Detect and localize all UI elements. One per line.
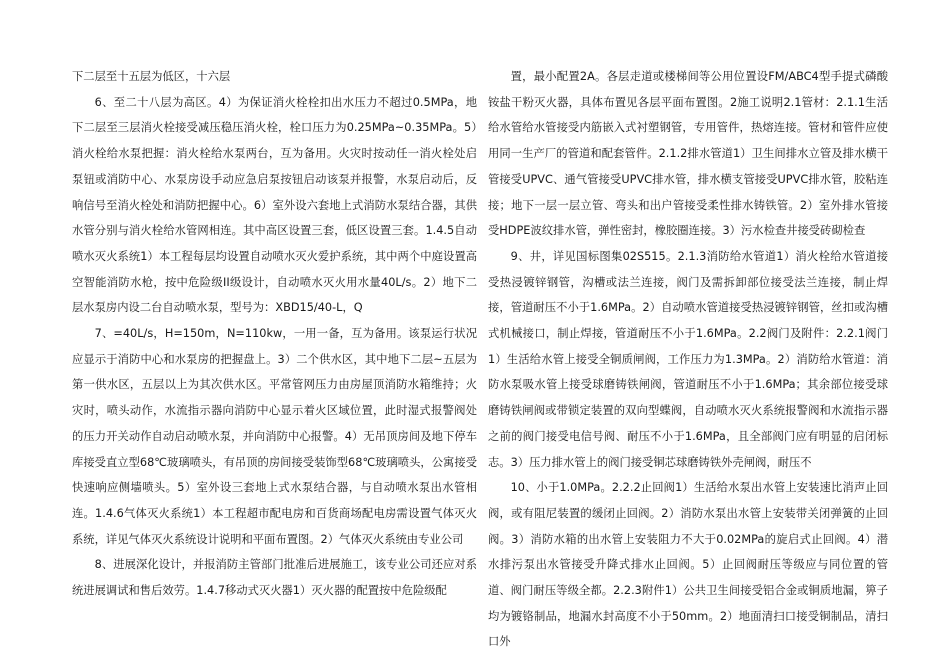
paragraph: 置，最小配置2A。各层走道或楼梯间等公用位置设FM/ABC4型手提式磷酸铵盐干粉灭火器，具体布置见各层平面布置图。2施工说明2.1管材：2.1.1生活给水管给水管接受内筋嵌入式衬塑钢管，专用管件，热熔连接。管材和管件应使用同一生产厂的管道和配套管件。2.1.2排水管道1）卫生间排水立管及排水横干管接受UPVC、通气管接受UPVC排水管，排水横支管接受UPVC排水管，胶粘连接；地下一层一层立管、弯头和出户管接受柔性排水铸铁管。2）室外排水管接受HDPE波纹排水管，弹性密封，橡胶圈连接。3）污水检查井接受砖砌检查: [488, 70, 888, 238]
paragraph: 下二层至十五层为低区，十六层: [72, 70, 231, 83]
paragraph: 6、至二十八层为高区。4）为保证消火栓栓扣出水压力不超过0.5MPa，地下二层至三层消火栓接受减压稳压消火栓，栓口压力为0.25MPa~0.35MPa。5）消火栓给水泵把握：消火栓给水泵两台，互为备用。火灾时按动任一消火栓处启泵钮或消防中心、水泵房设手动应急启泵按钮启动该泵并报警，水泵启动后，反响信号至消火栓处和消防把握中心。6）室外设六套地上式消防水泵结合器，其供水管分别与消火栓给水管网相连。其中高区设置三套，低区设置三套。1.4.5自动喷水灭火系统1）本工程每层均设置自动喷水灭火爱护系统，其中两个中庭设置高空智能消防水枪，按中危险级II级设计，自动喷水灭火用水量40L/s。2）地下二层水泵房内设二台自动喷水泵，型号为：XBD15/40-L，Q: [72, 95, 477, 315]
right-column: [488, 64, 888, 655]
paragraph: 9、井，详见国标图集02S515。2.1.3消防给水管道1）消火栓给水管道接受热浸镀锌钢管，沟槽或法兰连接，阀门及需拆卸部位接受法兰连接，制止焊接，管道耐压不小于1.6MPa。2）自动喷水管道接受热浸镀锌钢管，丝扣或沟槽式机械接口，制止焊接，管道耐压不小于1.6MPa。2.2阀门及附件：2.2.1阀门1）生活给水管上接受全铜质闸阀，工作压力为1.3MPa。2）消防给水管道：消防水泵吸水管上接受球磨铸铁闸阀，管道耐压不小于1.6MPa；其余部位接受球磨铸铁闸阀或带锁定装置的双向型蝶阀，自动喷水灭火系统报警阀和水流指示器之前的阀门接受电信号阀、耐压不小于1.6MPa，且全部阀门应有明显的启闭标志。3）压力排水管上的阀门接受铜芯球磨铸铁外壳闸阀，耐压不: [488, 249, 888, 469]
paragraph: 7、=40L/s，H=150m，N=110kw，一用一备，互为备用。该泵运行状况应显示于消防中心和水泵房的把握盘上。3）二个供水区，其中地下二层~五层为第一供水区，五层以上为其次供水区。平常管网压力由房屋顶消防水箱维持；火灾时，喷头动作，水流指示器向消防中心显示着火区域位置，此时湿式报警阀处的压力开关动作自动启动喷水泵，并向消防中心报警。4）无吊顶房间及地下停车库接受直立型68℃玻璃喷头，有吊顶的房间接受装饰型68℃玻璃喷头，公寓接受快速响应侧墙喷头。5）室外设三套地上式水泵结合器，与自动喷水泵出水管相连。1.4.6气体灭火系统1）本工程超市配电房和百货商场配电房需设置气体灭火系统，详见气体灭火系统设计说明和平面布置图。2）气体灭火系统由专业公司: [72, 327, 477, 546]
paragraph: 8、进展深化设计，并报消防主管部门批准后进展施工，该专业公司还应对系统进展调试和售后效劳。1.4.7移动式灭火器1）灭火器的配置按中危险级配: [72, 558, 477, 598]
left-column: [72, 64, 477, 604]
paragraph: 10、小于1.0MPa。2.2.2止回阀1）生活给水泵出水管上安装速比消声止回阀，或有阻尼装置的缓闭止回阀。2）消防水泵出水管上安装带关闭弹簧的止回阀。3）消防水箱的出水管上安装阻力不大于0.02MPa的旋启式止回阀。4）潜水排污泵出水管接受升降式排水止回阀。5）止回阀耐压等级应与同位置的管道、阀门耐压等级全都。2.2.3附件1）公共卫生间接受铝合金或铜质地漏，箅子均为镀铬制品，地漏水封高度不小于50mm。2）地面清扫口接受铜制品，清扫口外: [488, 481, 888, 649]
